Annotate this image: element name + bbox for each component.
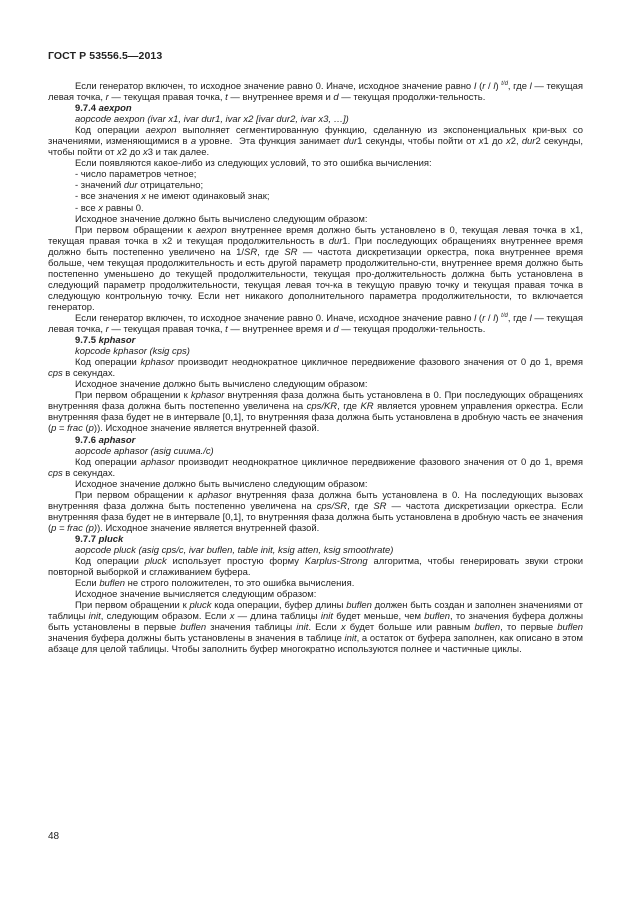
paragraph: Код операции kphasor производит неоднократное цикличное передвижение фазового значения от 0 до 1, время cps в секундах.: [48, 357, 583, 380]
opcode-syntax: aopcode aexpon (ivar x1, ivar dur1, ivar x2 [ivar dur2, ivar x3, …]): [75, 114, 349, 126]
section-heading: 9.7.4 aexpon: [75, 103, 132, 115]
paragraph: Если buflen не строго положителен, то это ошибка вычисления.: [75, 578, 355, 590]
paragraph: Код операции aphasor производит неоднократное цикличное передвижение фазового значения от 0 до 1, время cps в секундах.: [48, 456, 583, 479]
section-heading: 9.7.7 pluck: [75, 533, 124, 545]
paragraph: При первом обращении к pluck кода операции, буфер длины buflen должен быть создан и заполнен значениями от таблицы init, следующим образом. Если x — длина таблицы init будет меньше, чем buflen, то значения буфера должны быть установлены в первые buflen значения таблицы init. Если x будет больше или равным buflen, то первые buflen значения буфера должны быть установлены в значения в таблице init, а остаток от буфера заполнен, как описано в этом абзаце для целой таблицы. Чтобы заполнить буфер многократно используются полнее и частичные циклы.: [48, 600, 584, 656]
list-item: - число параметров четное;: [75, 169, 197, 181]
list-item: - значений dur отрицательно;: [75, 180, 204, 192]
section-heading: 9.7.5 kphasor: [75, 335, 136, 347]
paragraph: Исходное значение должно быть вычислено следующим образом:: [75, 379, 368, 391]
opcode-syntax: aopcode aphasor (asig сиима./с): [75, 445, 214, 457]
list-item: - все x равны 0.: [75, 202, 144, 214]
paragraph: Код операции pluck использует простую форму Karplus-Strong алгоритма, чтобы генерировать звуки строки повторной выборкой и сглаживанием буфера.: [48, 556, 584, 579]
paragraph: Если появляются какое-либо из следующих условий, то это ошибка вычисления:: [75, 158, 432, 170]
paragraph: Код операции aexpon выполняет сегментированную функцию, сделанную из экспоненциальных кри-вых со значениями, изменяющимися в a уровне. Эта функция занимает dur1 секунды, чтобы пойти от x1 до x2, dur2 секунды, чтобы пойти от x2 до x3 и так далее.: [48, 125, 583, 159]
opcode-syntax: aopcode pluck (asig cps/c, ivar buflen, table init, ksig atten, ksig smoothrate): [75, 544, 394, 556]
paragraph: Если генератор включен, то исходное значение равно 0. Иначе, исходное значение равно I (r / l) $^{t/d}$, где l — текущая левая точка, r — текущая правая точка, t — внутреннее время и d — текущая продолжи-тельность.: [48, 81, 583, 104]
paragraph: При первом обращении к aphasor внутренняя фаза должна быть установлена в 0. На последующих вызовах внутренняя фаза должна быть постепенно увеличена на cps/SR, где SR — частота дискретизации оркестра. Если внутренняя фаза будет не в интервале [0,1], то внутренняя фаза должна быть установлена в дробную часть ее значения (p = frac (p)). Исходное значение является внутренней фазой.: [48, 489, 583, 534]
opcode-syntax: kopcode kphasor (ksig cps): [75, 346, 190, 358]
paragraph: При первом обращении к aexpon внутреннее время должно быть установлено в 0, текущая левая точка в x1, текущая правая точка в x2 и текущая продолжительность в dur1. При последующих обращениях внутреннее время должно быть постепенно увеличено на 1/SR, где SR — частота дискретизации оркестра, пока внутреннее время больше, чем текущая продолжительность и есть другой параметр продолжительно-сти, внутреннее время должно быть постепенно уменьшено до текущей продолжительности, текущая про-должительность должна быть установлена в следующий параметр продолжительности, текущая левая точ-ка в текущую правую точку и текущая правая точка в следующую контрольную точку. Если нет никакого дополнительного параметра продолжительности, то включается генератор.: [48, 224, 583, 313]
paragraph: Исходное значение вычисляется следующим образом:: [75, 589, 317, 601]
document-header: ГОСТ Р 53556.5—2013: [48, 50, 163, 62]
section-heading: 9.7.6 aphasor: [75, 434, 136, 446]
document-body: [48, 81, 583, 655]
paragraph: Если генератор включен, то исходное значение равно 0. Иначе, исходное значение равно l (r / l) $^{t/d}$, где l — текущая левая точка, r — текущая правая точка, t — внутреннее время и d — текущая продолжи-тельность.: [48, 312, 584, 336]
paragraph: Исходное значение должно быть вычислено следующим образом:: [75, 213, 368, 225]
list-item: - все значения x не имеют одинаковый знак;: [75, 191, 270, 203]
page-number: 48: [48, 831, 60, 842]
paragraph: При первом обращении к kphasor внутренняя фаза должна быть установлена в 0. При последующих обращениях внутренняя фаза должна быть постепенно увеличена на cps/KR, где KR является уровнем управления оркестра. Если внутренняя фаза будет не в интервале [0,1], то внутренняя фаза должна быть установлена в дробную часть ее значения (p = frac (p)). Исходное значение является внутренней фазой.: [48, 390, 583, 435]
paragraph: Исходное значение должно быть вычислено следующим образом:: [75, 478, 368, 490]
